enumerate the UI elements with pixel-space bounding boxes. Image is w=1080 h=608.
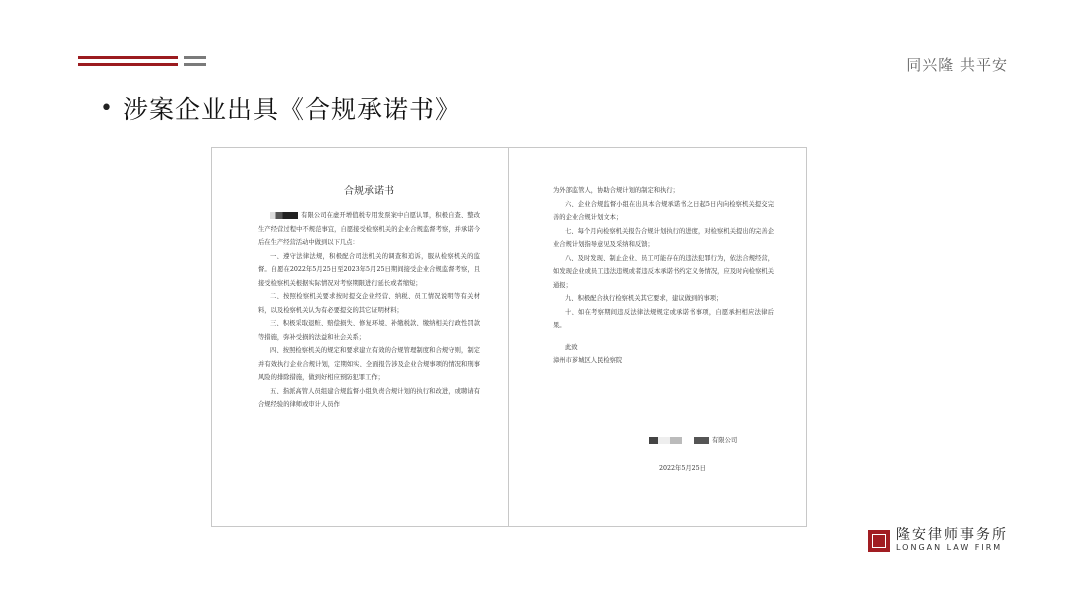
letter-page-left bbox=[211, 147, 509, 527]
firm-name-en: LONGAN LAW FIRM bbox=[896, 543, 1003, 552]
letter-paragraph: 二、按照检察机关要求按时提交企业经营、纳税、员工情况说明等有关材料，以及检察机关认为有必要提交的其它证明材料； bbox=[258, 293, 480, 314]
letter-paragraph: 七、每个月向检察机关报告合规计划执行的进度，对检察机关提出的完善企业合规计划指导意见及采纳和反馈； bbox=[553, 227, 774, 248]
grey-line-bottom bbox=[184, 63, 206, 66]
letter-paragraph: 九、积极配合执行检察机关其它要求，建议做到的事项； bbox=[564, 295, 723, 302]
letter-page-right bbox=[509, 147, 807, 527]
letter-date: 2022年5月25日 bbox=[659, 465, 706, 472]
firm-name-cn: 隆安律师事务所 bbox=[896, 527, 1008, 543]
letter-paragraph: 三、积极采取退赃、赔偿损失、修复环境、补缴税款、缴纳相关行政性罚款等措施，弥补受损的法益和社会关系； bbox=[258, 320, 480, 341]
recipient: 漳州市芗城区人民检察院 bbox=[553, 357, 623, 364]
letter-paragraph: 八、及时发现、制止企业、员工可能存在的违法犯罪行为，依法合规经营，如发现企业或员工违法违规或者违反本承诺书约定义务情况，应及时向检察机关通报； bbox=[553, 254, 774, 289]
header-decoration-lines bbox=[78, 56, 206, 70]
red-line-bottom bbox=[78, 63, 178, 66]
letter-paragraph: 六、企业合规监督小组在出具本合规承诺书之日起5日内向检察机关提交完善的企业合规计划文本； bbox=[553, 200, 774, 221]
signer-company: 有限公司 bbox=[649, 434, 737, 448]
salutation: 此致 bbox=[564, 343, 578, 351]
commitment-letter-image bbox=[211, 147, 807, 527]
slogan: 同兴隆 共平安 bbox=[906, 56, 1008, 74]
firm-logo bbox=[868, 528, 1008, 553]
letter-paragraph: 五、指派高管人员组建合规监督小组负责合规计划的执行和改进，或聘请有合规经验的律师或审计人员作 bbox=[258, 387, 480, 408]
grey-line-top bbox=[184, 56, 206, 59]
red-line-top bbox=[78, 56, 178, 59]
letter-title: 合规承诺书 bbox=[344, 186, 394, 197]
bullet-icon: • bbox=[100, 95, 113, 121]
letter-paragraph: 四、按照检察机关的规定和要求建立有效的合规管理制度和合规守则，制定并有效执行企业合规计划，定期如实、全面报告涉及企业合规事项的情况和刑事风险的排除措施，做到好相应预防犯罪工作； bbox=[258, 347, 480, 381]
letter-paragraph: 有限公司在虚开增值税专用发票案中自愿认罪，积极自查、整改生产经营过程中不规范事宜，自愿接受检察机关的企业合规监督考察，并承诺今后在生产经营活动中做到以下几点： bbox=[258, 212, 480, 246]
firm-name-block bbox=[896, 528, 1008, 553]
redaction-mark bbox=[649, 437, 709, 444]
slide-title: 涉案企业出具《合规承诺书》 bbox=[122, 95, 461, 124]
letter-paragraph: 为外部监管人，协助合规计划的制定和执行； bbox=[553, 187, 679, 194]
letter-paragraph: 十、如在考察期间违反法律法规规定或承诺书事项，自愿承担相应法律后果。 bbox=[553, 308, 774, 329]
letter-paragraph: 一、遵守法律法规，积极配合司法机关的调查和追诉，服从检察机关的监督。自愿在2022年5月25日至2023年5月25日期间接受企业合规监督考察，且接受检察机关根据实际情况对考察期限进行延长或者缩短； bbox=[258, 252, 480, 287]
redaction-mark bbox=[270, 212, 298, 219]
slide-title-row bbox=[100, 90, 461, 126]
seal-icon bbox=[868, 530, 890, 552]
